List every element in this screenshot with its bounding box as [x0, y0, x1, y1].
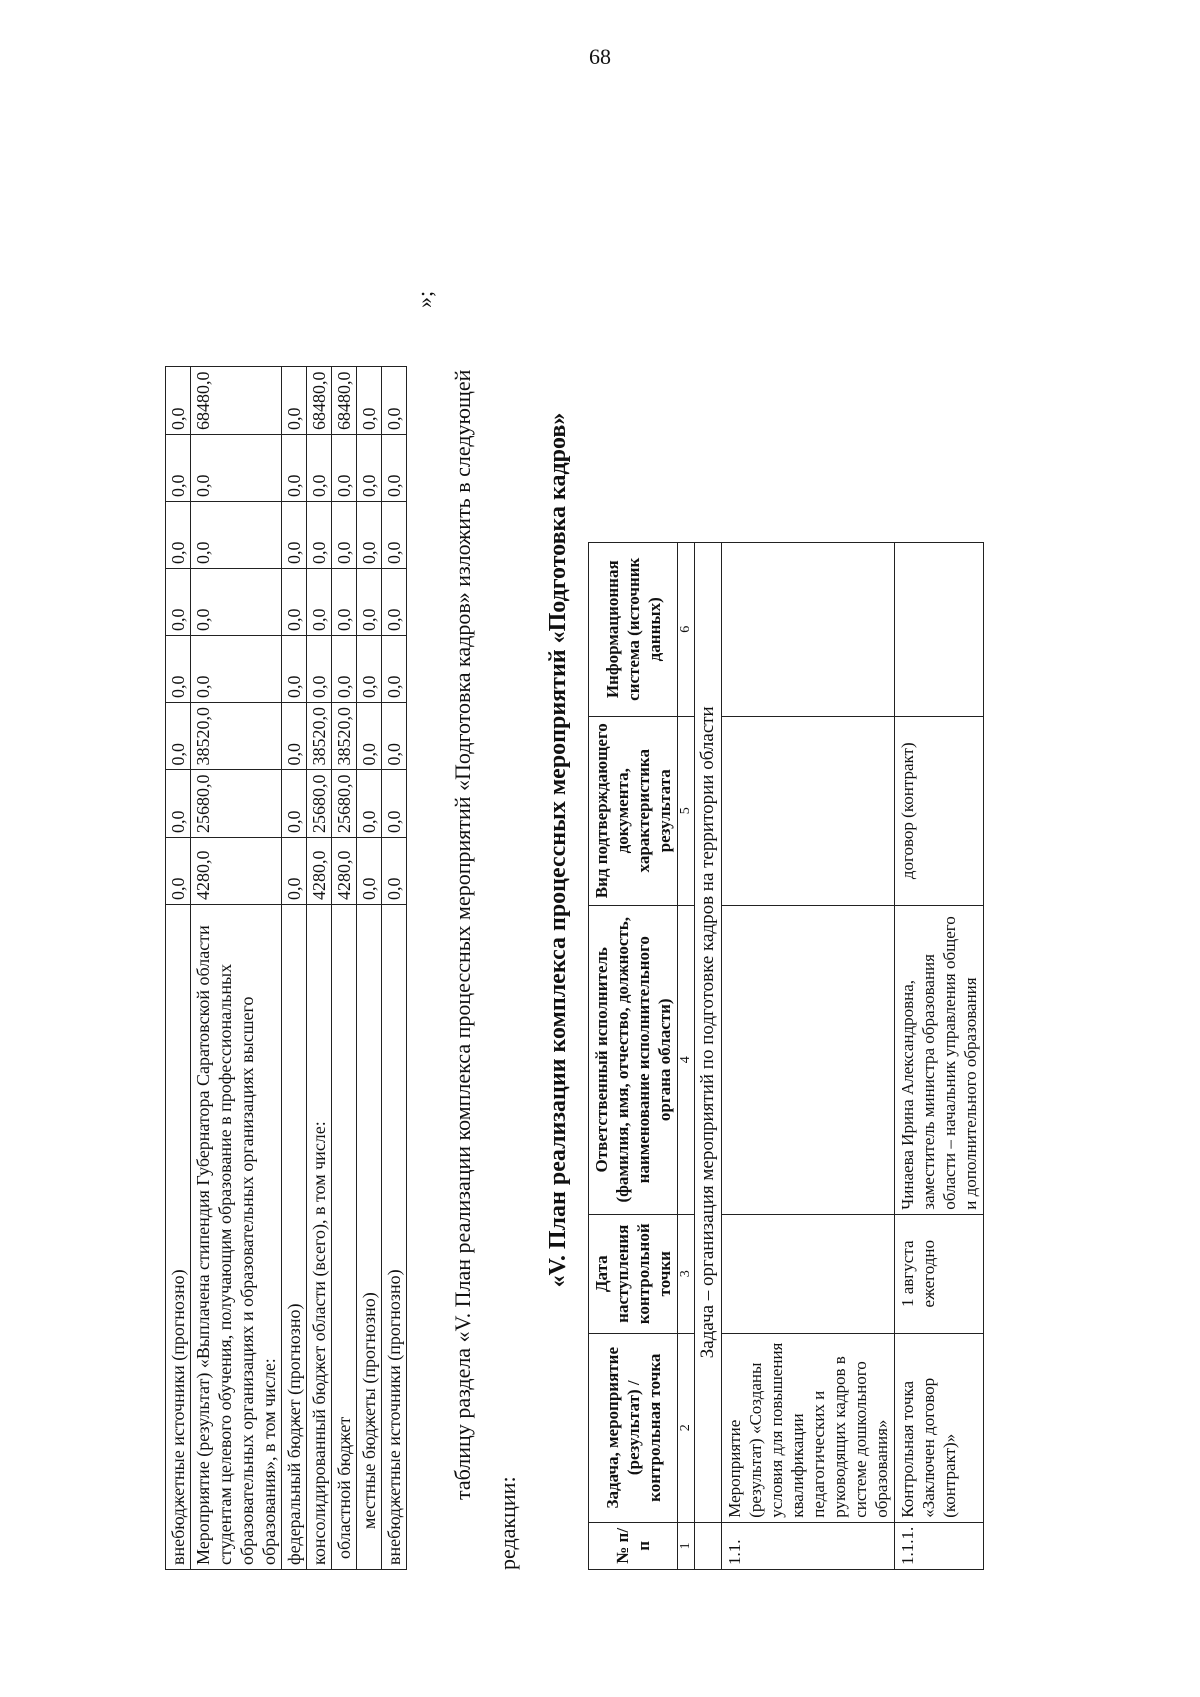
task-num-cell [695, 1522, 722, 1569]
row-date [722, 1214, 895, 1333]
section-title: «V. План реализации комплекса процессных мероприятий «Подготовка кадров» [545, 412, 571, 1288]
value-cell: 4280,0 [191, 838, 282, 905]
table-row [357, 367, 382, 1570]
value-cell: 0,0 [357, 569, 382, 636]
row-name: Контрольная точка «Заключен договор (контракт)» [895, 1333, 984, 1522]
header-row [589, 542, 678, 1569]
row-responsible [722, 905, 895, 1214]
rotated-content [150, 100, 1090, 1600]
table-row [166, 367, 191, 1570]
row-system [722, 542, 895, 716]
value-cell: 0,0 [357, 367, 382, 435]
column-number: 2 [678, 1333, 695, 1522]
value-cell: 0,0 [307, 435, 332, 502]
header-responsible: Ответственный исполнитель (фамилия, имя, отчество, должность, наименование исполнительного органа области) [589, 905, 678, 1214]
value-cell: 0,0 [166, 636, 191, 703]
row-label: областной бюджет [332, 905, 357, 1570]
value-cell: 0,0 [307, 502, 332, 569]
value-cell: 0,0 [191, 569, 282, 636]
value-cell: 0,0 [282, 703, 307, 771]
value-cell: 0,0 [382, 636, 407, 703]
value-cell: 0,0 [332, 569, 357, 636]
row-label: федеральный бюджет (прогнозно) [282, 905, 307, 1570]
value-cell: 0,0 [332, 502, 357, 569]
value-cell: 0,0 [166, 703, 191, 771]
column-number: 4 [678, 905, 695, 1214]
task-text: Задача – организация мероприятий по подготовке кадров на территории области [695, 542, 722, 1522]
value-cell: 0,0 [382, 569, 407, 636]
value-cell: 0,0 [166, 838, 191, 905]
column-number: 1 [678, 1522, 695, 1569]
value-cell: 0,0 [357, 770, 382, 838]
value-cell: 0,0 [382, 838, 407, 905]
funding-table [165, 367, 407, 1571]
value-cell: 0,0 [357, 838, 382, 905]
task-row [695, 542, 722, 1569]
amendment-paragraph: таблицу раздела «V. План реализации комплекса процессных мероприятий «Подготовка кадров» изложить в следующей [450, 369, 475, 1500]
value-cell: 68480,0 [307, 367, 332, 435]
row-label: Мероприятие (результат) «Выплачена стипендия Губернатора Саратовской области студентам целевого обучения, получающим образование в профессиональных образовательных организациях и образовательных организациях высшего образования», в том числе: [191, 905, 282, 1570]
value-cell: 0,0 [166, 569, 191, 636]
value-cell: 0,0 [166, 502, 191, 569]
column-number: 3 [678, 1214, 695, 1333]
column-number-row [678, 542, 695, 1569]
value-cell: 0,0 [382, 367, 407, 435]
value-cell: 25680,0 [332, 770, 357, 838]
value-cell: 0,0 [191, 502, 282, 569]
row-label: внебюджетные источники (прогнозно) [382, 905, 407, 1570]
value-cell: 0,0 [332, 636, 357, 703]
header-system: Информационная система (источник данных) [589, 542, 678, 716]
column-number: 6 [678, 542, 695, 716]
plan-table [588, 542, 984, 1570]
table-row [895, 542, 984, 1569]
value-cell: 25680,0 [307, 770, 332, 838]
row-num: 1.1.1. [895, 1522, 984, 1569]
row-label: внебюджетные источники (прогнозно) [166, 905, 191, 1570]
header-document: Вид подтверждающего документа, характеристика результата [589, 716, 678, 905]
header-num: № п/п [589, 1522, 678, 1569]
value-cell: 0,0 [382, 770, 407, 838]
row-system [895, 542, 984, 716]
row-label: консолидированный бюджет области (всего), в том числе: [307, 905, 332, 1570]
table-row [332, 367, 357, 1570]
value-cell: 0,0 [282, 770, 307, 838]
value-cell: 0,0 [282, 636, 307, 703]
value-cell: 25680,0 [191, 770, 282, 838]
value-cell: 38520,0 [332, 703, 357, 771]
value-cell: 0,0 [282, 569, 307, 636]
header-task: Задача, мероприятие (результат) / контрольная точка [589, 1333, 678, 1522]
value-cell: 0,0 [282, 838, 307, 905]
table-row [307, 367, 332, 1570]
value-cell: 0,0 [166, 770, 191, 838]
closing-quote-mark: »; [412, 290, 437, 308]
amendment-paragraph-continuation: редакции: [495, 1476, 520, 1570]
value-cell: 0,0 [357, 636, 382, 703]
value-cell: 0,0 [282, 502, 307, 569]
value-cell: 0,0 [332, 435, 357, 502]
table-row [382, 367, 407, 1570]
value-cell: 4280,0 [332, 838, 357, 905]
value-cell: 0,0 [382, 502, 407, 569]
row-document [722, 716, 895, 905]
header-date: Дата наступления контрольной точки [589, 1214, 678, 1333]
value-cell: 38520,0 [191, 703, 282, 771]
value-cell: 0,0 [282, 435, 307, 502]
row-document: договор (контракт) [895, 716, 984, 905]
value-cell: 0,0 [382, 703, 407, 771]
column-number: 5 [678, 716, 695, 905]
row-responsible: Чинаева Ирина Александровна, заместитель министра образования области – начальник управления общего и дополнительного образования [895, 905, 984, 1214]
table-row [282, 367, 307, 1570]
value-cell: 0,0 [357, 435, 382, 502]
row-date: 1 августа ежегодно [895, 1214, 984, 1333]
table-row [722, 542, 895, 1569]
value-cell: 0,0 [357, 502, 382, 569]
value-cell: 68480,0 [332, 367, 357, 435]
value-cell: 0,0 [382, 435, 407, 502]
value-cell: 0,0 [166, 367, 191, 435]
value-cell: 0,0 [191, 636, 282, 703]
value-cell: 0,0 [166, 435, 191, 502]
value-cell: 0,0 [282, 367, 307, 435]
row-num: 1.1. [722, 1522, 895, 1569]
value-cell: 0,0 [357, 703, 382, 771]
row-name: Мероприятие (результат) «Созданы условия для повышения квалификации педагогических и руководящих кадров в системе дошкольного образования» [722, 1333, 895, 1522]
value-cell: 4280,0 [307, 838, 332, 905]
value-cell: 0,0 [307, 636, 332, 703]
page-number: 68 [589, 44, 611, 69]
value-cell: 0,0 [191, 435, 282, 502]
table-row [191, 367, 282, 1570]
row-label: местные бюджеты (прогнозно) [357, 905, 382, 1570]
value-cell: 38520,0 [307, 703, 332, 771]
value-cell: 0,0 [307, 569, 332, 636]
value-cell: 68480,0 [191, 367, 282, 435]
